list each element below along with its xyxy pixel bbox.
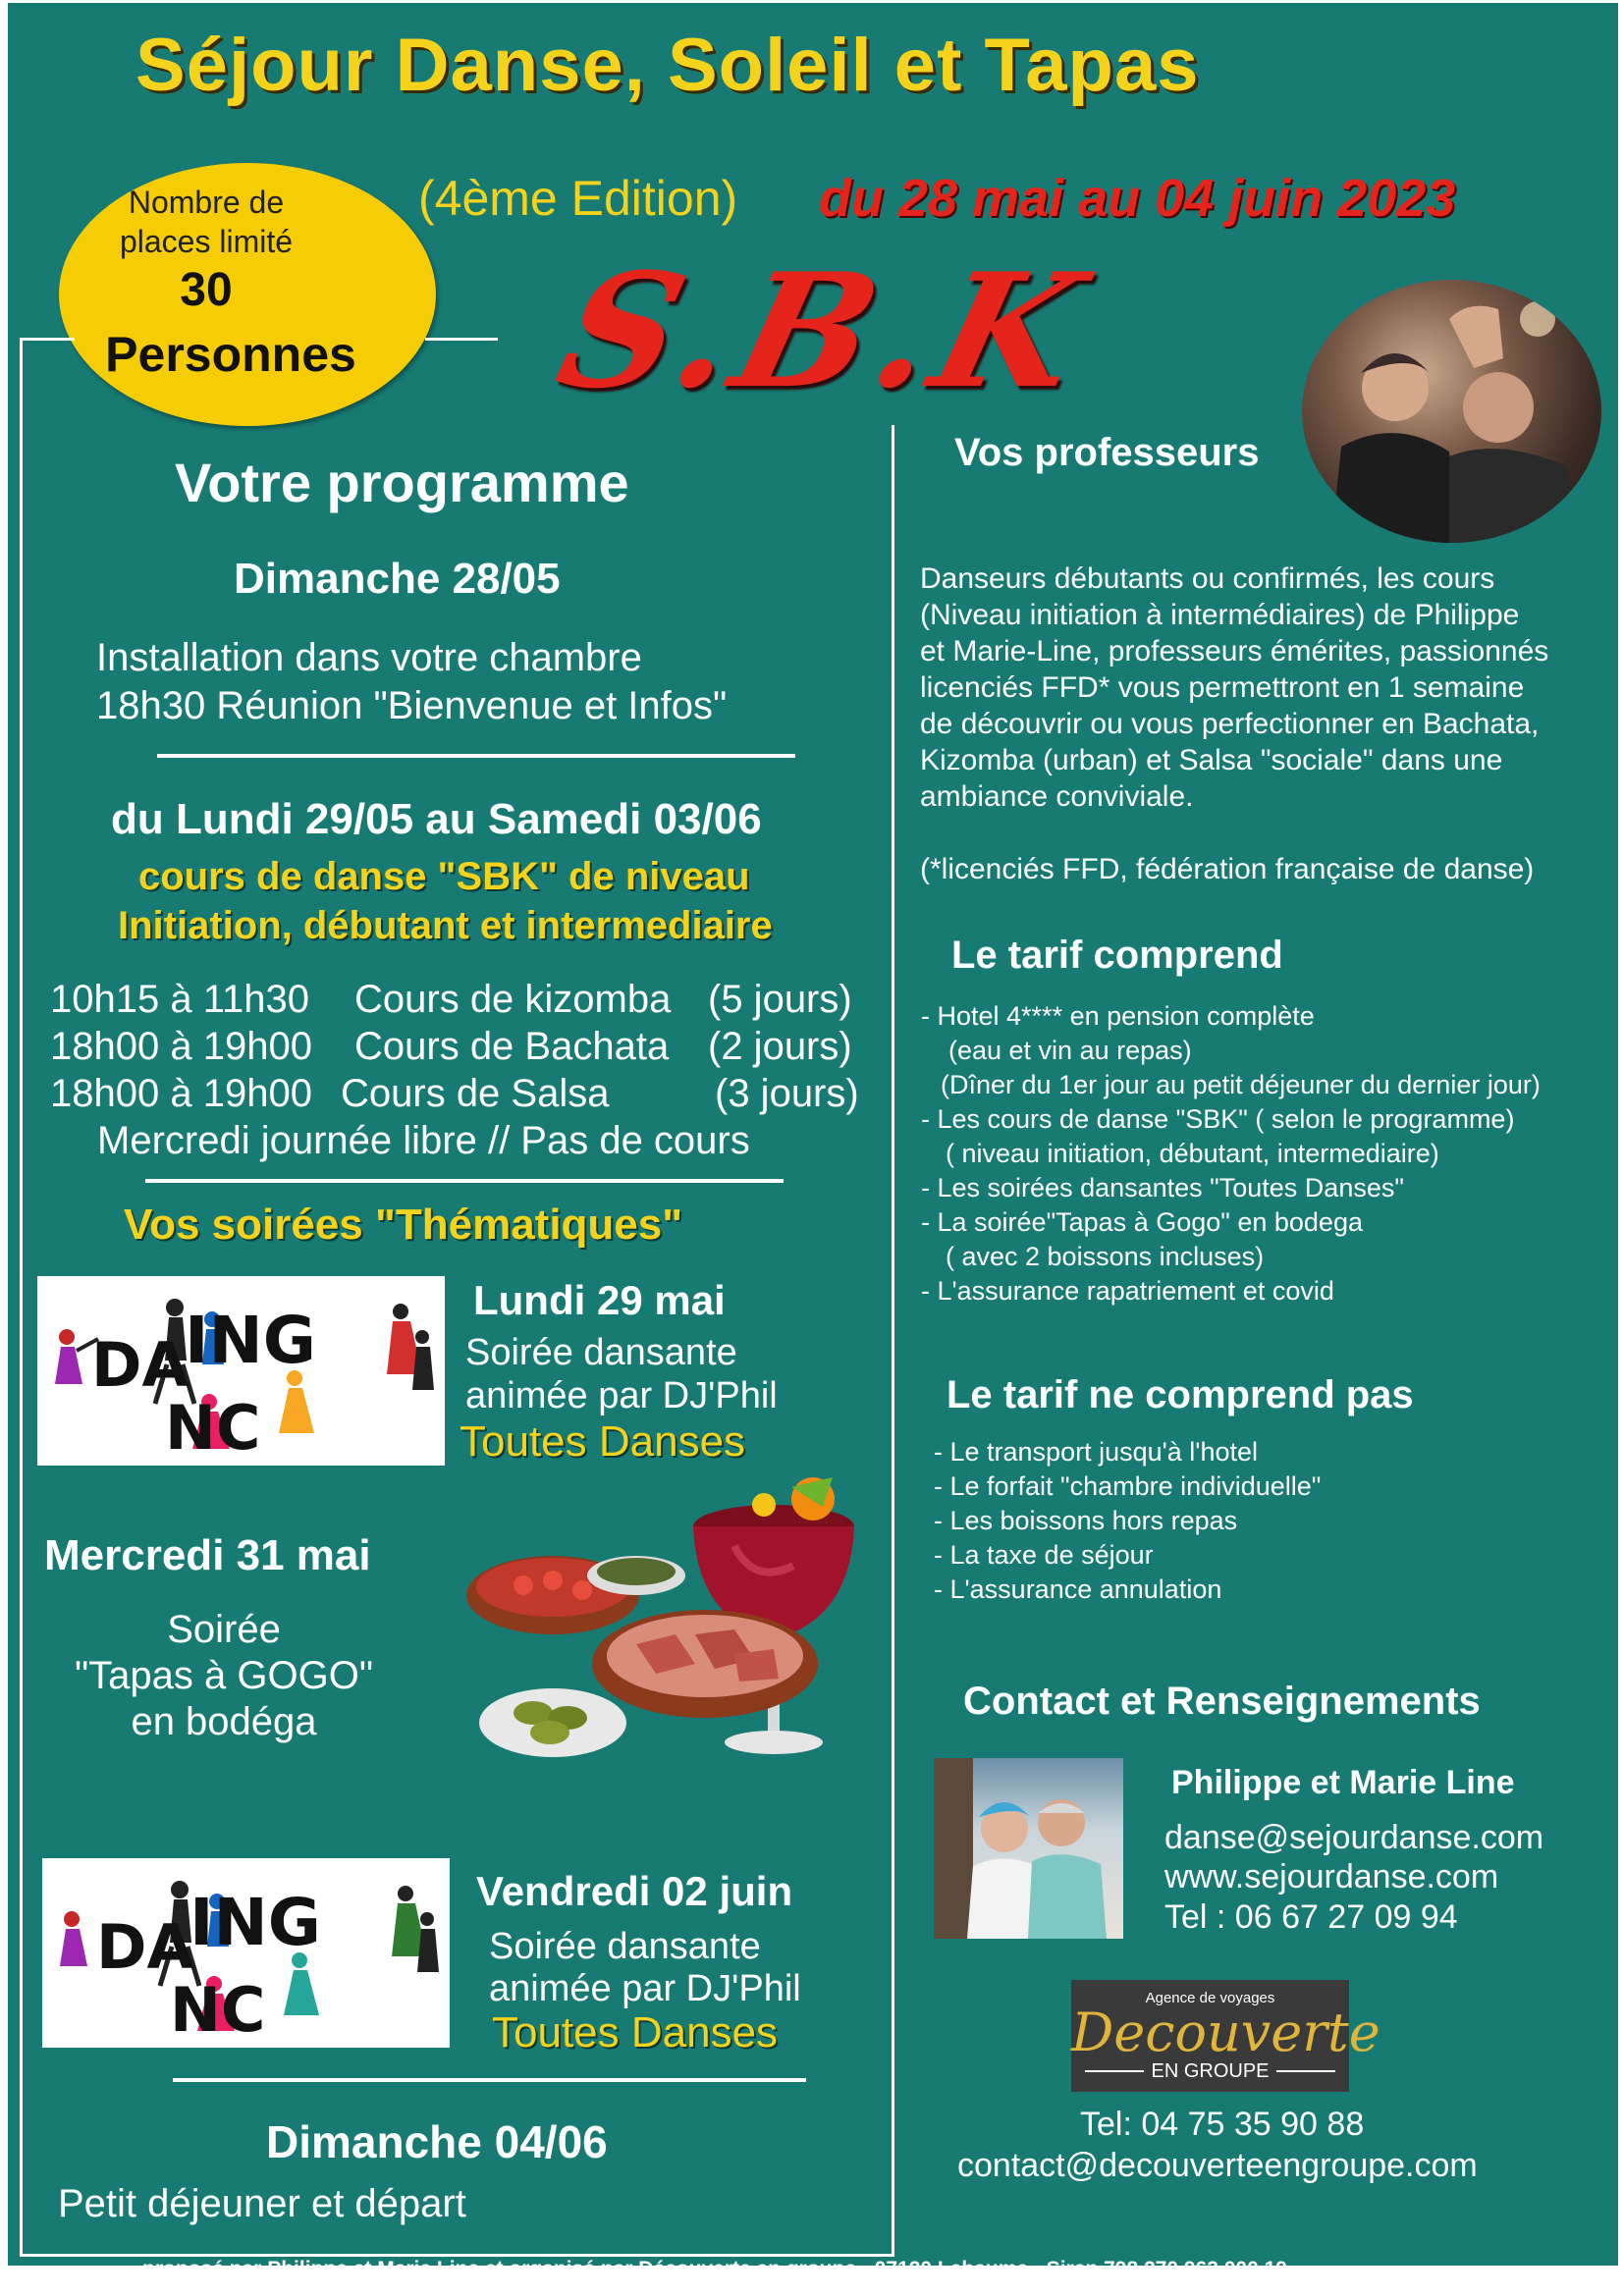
- course-row-1-time: 10h15 à 11h30: [50, 978, 309, 1021]
- monday-theme: Toutes Danses: [460, 1417, 746, 1466]
- program-heading: Votre programme: [175, 452, 629, 513]
- badge-line2: places limité: [119, 224, 294, 259]
- teachers-desc-1: Danseurs débutants ou confirmés, les cours: [920, 562, 1495, 595]
- included-item-5: ( niveau initiation, débutant, intermediaire): [946, 1139, 1439, 1168]
- friday-line1: Soirée dansante: [489, 1926, 761, 1967]
- excluded-heading: Le tarif ne comprend pas: [947, 1373, 1414, 1416]
- teachers-desc-5: de découvrir ou vous perfectionner en Bachata,: [920, 708, 1540, 740]
- poster-title: Séjour Danse, Soleil et Tapas: [135, 24, 1200, 107]
- course-row-2-time: 18h00 à 19h00: [50, 1025, 312, 1068]
- contact-phone: Tel : 06 67 27 09 94: [1164, 1898, 1458, 1936]
- excluded-item-1: - Le transport jusqu'à l'hotel: [934, 1437, 1258, 1467]
- teachers-footnote: (*licenciés FFD, fédération française de danse): [920, 853, 1535, 885]
- edition-label: (4ème Edition): [418, 171, 738, 226]
- course-row-3-days: (3 jours): [715, 1072, 859, 1115]
- included-item-3: (Dîner du 1er jour au petit déjeuner du dernier jour): [941, 1070, 1541, 1099]
- included-item-7: - La soirée"Tapas à Gogo" en bodega: [921, 1207, 1363, 1237]
- teachers-desc-7: ambiance conviviale.: [920, 780, 1194, 813]
- contact-website[interactable]: www.sejourdanse.com: [1164, 1858, 1499, 1896]
- included-item-8: ( avec 2 boissons incluses): [946, 1242, 1265, 1271]
- last-day-line: Petit déjeuner et départ: [58, 2182, 466, 2225]
- friday-theme: Toutes Danses: [492, 2008, 779, 2056]
- agency-logo-name: Decouverte: [1071, 2002, 1380, 2063]
- included-item-1: - Hotel 4**** en pension complète: [921, 1001, 1315, 1031]
- course-row-3-course: Cours de Salsa: [341, 1072, 610, 1115]
- badge-number: 30: [180, 264, 233, 316]
- contact-heading: Contact et Renseignements: [963, 1680, 1481, 1723]
- limited-places-badge: [59, 163, 436, 426]
- course-row-2-days: (2 jours): [708, 1025, 852, 1068]
- included-heading: Le tarif comprend: [951, 934, 1283, 977]
- course-row-1-days: (5 jours): [708, 978, 852, 1021]
- agency-logo-rule-right: [1276, 2070, 1335, 2072]
- agency-phone: Tel: 04 75 35 90 88: [1080, 2106, 1365, 2143]
- teachers-desc-4: licenciés FFD* vous permettront en 1 semaine: [920, 671, 1525, 704]
- footer-credit: proposé par Philippe et Marie Line et organisé par Découverte en groupe - 07120 Labaume - Siren 798 270 963 000 19: [142, 2258, 1287, 2280]
- excluded-item-4: - La taxe de séjour: [934, 1540, 1154, 1570]
- included-item-2: (eau et vin au repas): [948, 1036, 1192, 1065]
- divider-1: [157, 754, 795, 758]
- excluded-item-2: - Le forfait "chambre individuelle": [934, 1471, 1322, 1501]
- agency-logo-top: Agence de voyages: [1145, 1990, 1275, 2006]
- agency-email[interactable]: contact@decouverteengroupe.com: [957, 2147, 1478, 2184]
- teachers-desc-3: et Marie-Line, professeurs émérites, passionnés: [920, 635, 1549, 667]
- dancing-logo-2-da: DA: [96, 1911, 194, 1983]
- dancing-logo-1-ing: ING: [185, 1303, 316, 1378]
- teachers-heading: Vos professeurs: [954, 431, 1260, 474]
- frame-top-left: [20, 338, 75, 341]
- week-sub1: cours de danse "SBK" de niveau: [138, 855, 750, 898]
- agency-logo: [1071, 1980, 1380, 2092]
- frame-top-right: [425, 338, 498, 341]
- week-sub2: Initiation, débutant et intermediaire: [118, 904, 773, 947]
- course-row-1-course: Cours de kizomba: [354, 978, 672, 1021]
- dancing-logo-1-nc: NC: [165, 1392, 261, 1464]
- course-row-3-time: 18h00 à 19h00: [50, 1072, 312, 1115]
- badge-unit: Personnes: [105, 327, 356, 382]
- dancing-logo-1-da: DA: [91, 1329, 189, 1401]
- excluded-item-3: - Les boissons hors repas: [934, 1506, 1238, 1535]
- teachers-desc-2: (Niveau initiation à intermédiaires) de Philippe: [920, 599, 1520, 631]
- free-day: Mercredi journée libre // Pas de cours: [97, 1119, 750, 1162]
- day1-line1: Installation dans votre chambre: [96, 636, 642, 679]
- poster-panel: [8, 3, 1618, 2280]
- included-item-9: - L'assurance rapatriement et covid: [921, 1276, 1334, 1306]
- wednesday-line1: Soirée: [167, 1608, 281, 1651]
- date-range: du 28 mai au 04 juin 2023: [819, 169, 1456, 228]
- included-item-6: - Les soirées dansantes "Toutes Danses": [921, 1173, 1404, 1202]
- frame-left: [20, 338, 23, 2257]
- contact-photo: [934, 1758, 1123, 1939]
- teachers-desc-6: Kizomba (urban) et Salsa "sociale" dans une: [920, 744, 1503, 776]
- badge-line1: Nombre de: [128, 185, 285, 220]
- contact-email[interactable]: danse@sejourdanse.com: [1164, 1819, 1544, 1856]
- wednesday-line2: "Tapas à GOGO": [74, 1654, 374, 1697]
- frame-middle: [892, 425, 894, 2257]
- excluded-item-5: - L'assurance annulation: [934, 1575, 1222, 1604]
- dancing-logo-2: [42, 1858, 450, 2048]
- tapas-sangria-image: [440, 1438, 901, 1811]
- wednesday-date: Mercredi 31 mai: [44, 1531, 371, 1579]
- agency-logo-sub: EN GROUPE: [1151, 2060, 1270, 2082]
- wednesday-line3: en bodéga: [131, 1700, 317, 1743]
- divider-3: [173, 2078, 806, 2082]
- dancing-logo-1: [37, 1276, 445, 1466]
- dancing-logo-2-ing: ING: [189, 1885, 321, 1960]
- monday-date: Lundi 29 mai: [473, 1277, 726, 1323]
- week-title: du Lundi 29/05 au Samedi 03/06: [111, 795, 762, 843]
- included-item-4: - Les cours de danse "SBK" ( selon le programme): [921, 1104, 1515, 1134]
- soirees-heading: Vos soirées "Thématiques": [124, 1201, 683, 1249]
- frame-bottom: [20, 2254, 894, 2257]
- sbk-logo: S.B.K: [542, 239, 1105, 423]
- monday-line1: Soirée dansante: [465, 1332, 737, 1373]
- dancing-logo-2-nc: NC: [170, 1974, 266, 2046]
- day1-title: Dimanche 28/05: [234, 555, 561, 603]
- friday-line2: animée par DJ'Phil: [489, 1968, 801, 2009]
- course-row-2-course: Cours de Bachata: [354, 1025, 670, 1068]
- friday-date: Vendredi 02 juin: [476, 1868, 793, 1914]
- day1-line2: 18h30 Réunion "Bienvenue et Infos": [96, 684, 728, 727]
- teachers-photo: [1302, 280, 1601, 543]
- last-day-title: Dimanche 04/06: [266, 2116, 608, 2167]
- monday-line2: animée par DJ'Phil: [465, 1375, 778, 1416]
- divider-2: [145, 1179, 784, 1183]
- contact-names: Philippe et Marie Line: [1171, 1764, 1515, 1801]
